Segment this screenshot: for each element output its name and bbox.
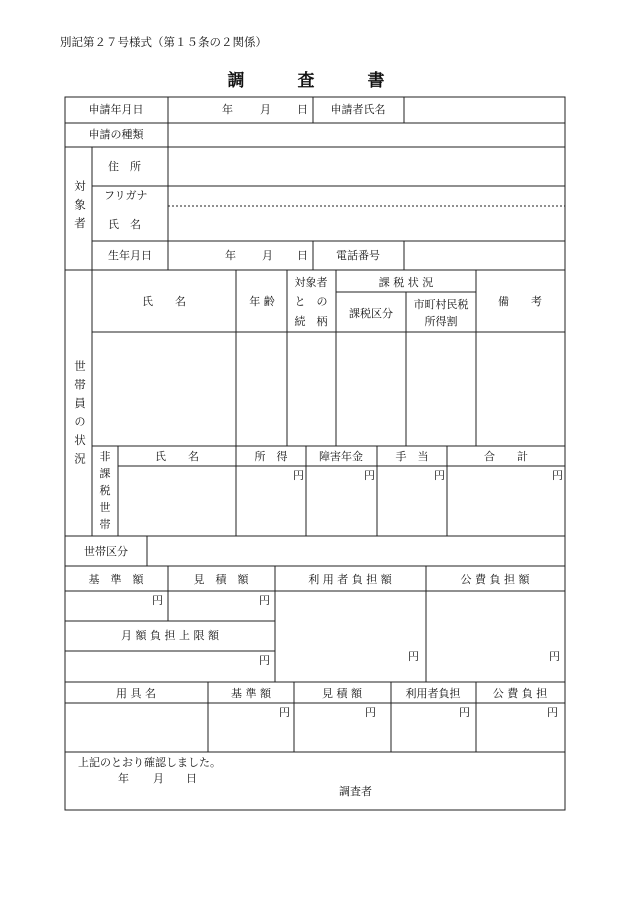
household-class-label: 世帯区分 (84, 545, 128, 558)
allowance-header: 手 当 (395, 450, 429, 463)
nontax-label-2: 課 (99, 467, 111, 480)
income-yen: 円 (293, 469, 304, 482)
age-header: 年 齢 (249, 295, 275, 308)
equipment-public-burden-header: 公 費 負 担 (492, 687, 548, 700)
estimate-yen: 円 (259, 594, 270, 607)
name-label: 氏 名 (108, 218, 141, 231)
equipment-user-burden-header: 利用者負担 (405, 687, 461, 700)
phone-label: 電話番号 (336, 249, 380, 262)
standard-amount-label: 基 準 額 (88, 573, 144, 586)
investigator-label: 調査者 (339, 785, 372, 798)
user-burden-yen: 円 (408, 650, 419, 663)
equipment-user-burden-yen: 円 (459, 706, 470, 719)
nontax-label-5: 帯 (99, 518, 111, 531)
birth-day-unit: 日 (297, 249, 308, 262)
user-burden-label: 利 用 者 負 担 額 (308, 573, 392, 586)
equipment-standard-yen: 円 (279, 706, 290, 719)
nontax-label-1: 非 (99, 450, 111, 463)
applicant-name-label: 申請者氏名 (330, 103, 386, 116)
nontax-label-4: 世 (99, 501, 111, 514)
public-burden-yen: 円 (549, 650, 560, 663)
equipment-standard-header: 基 準 額 (231, 687, 271, 700)
confirm-day-unit: 日 (186, 772, 197, 785)
monthly-cap-yen: 円 (259, 654, 270, 667)
total-header: 合 計 (484, 450, 528, 463)
nontax-label-3: 税 (99, 484, 111, 497)
municipal-tax-header-line2: 所得割 (424, 315, 458, 328)
application-date-label: 申請年月日 (88, 103, 144, 116)
estimate-amount-label: 見 積 額 (193, 573, 249, 586)
date-year-unit: 年 (222, 103, 233, 116)
address-label: 住 所 (108, 160, 141, 173)
confirmation-statement: 上記のとおり確認しました。 (78, 756, 221, 769)
tax-class-header: 課税区分 (349, 307, 393, 320)
remarks-header: 備 考 (498, 295, 542, 308)
relation-header-line2: と の (294, 295, 328, 308)
relation-header-line3: 続 柄 (294, 315, 328, 328)
allowance-yen: 円 (434, 469, 445, 482)
confirm-year-unit: 年 (118, 772, 129, 785)
birth-date-label: 生年月日 (108, 249, 152, 262)
total-yen: 円 (552, 469, 563, 482)
public-burden-label: 公 費 負 担 額 (460, 573, 530, 586)
application-type-label: 申請の種類 (88, 128, 144, 141)
page-title: 調 査 書 (227, 71, 403, 91)
relation-header-line1: 対象者 (294, 276, 328, 289)
income-header: 所 得 (254, 450, 288, 463)
pension-header: 障害年金 (319, 450, 363, 463)
form-note: 別記第２７号様式（第１５条の２関係） (60, 35, 267, 49)
nontax-name-header: 氏 名 (155, 450, 199, 463)
municipal-tax-header-line1: 市町村民税 (413, 298, 469, 311)
pension-yen: 円 (364, 469, 375, 482)
birth-year-unit: 年 (225, 249, 236, 262)
equipment-estimate-header: 見 積 額 (322, 687, 362, 700)
tax-status-header: 課 税 状 況 (378, 276, 434, 289)
date-day-unit: 日 (297, 103, 308, 116)
monthly-cap-label: 月 額 負 担 上 限 額 (121, 629, 219, 642)
equipment-estimate-yen: 円 (365, 706, 376, 719)
household-side-label: 世帯員の状況 (73, 360, 87, 471)
standard-yen: 円 (152, 594, 163, 607)
member-name-header: 氏 名 (142, 295, 186, 308)
equipment-name-header: 用 具 名 (116, 687, 156, 700)
confirm-month-unit: 月 (153, 772, 164, 785)
birth-month-unit: 月 (262, 249, 273, 262)
furigana-label: フリガナ (104, 189, 148, 202)
subject-side-label: 対象者 (73, 180, 87, 236)
equipment-public-burden-yen: 円 (547, 706, 558, 719)
date-month-unit: 月 (260, 103, 271, 116)
